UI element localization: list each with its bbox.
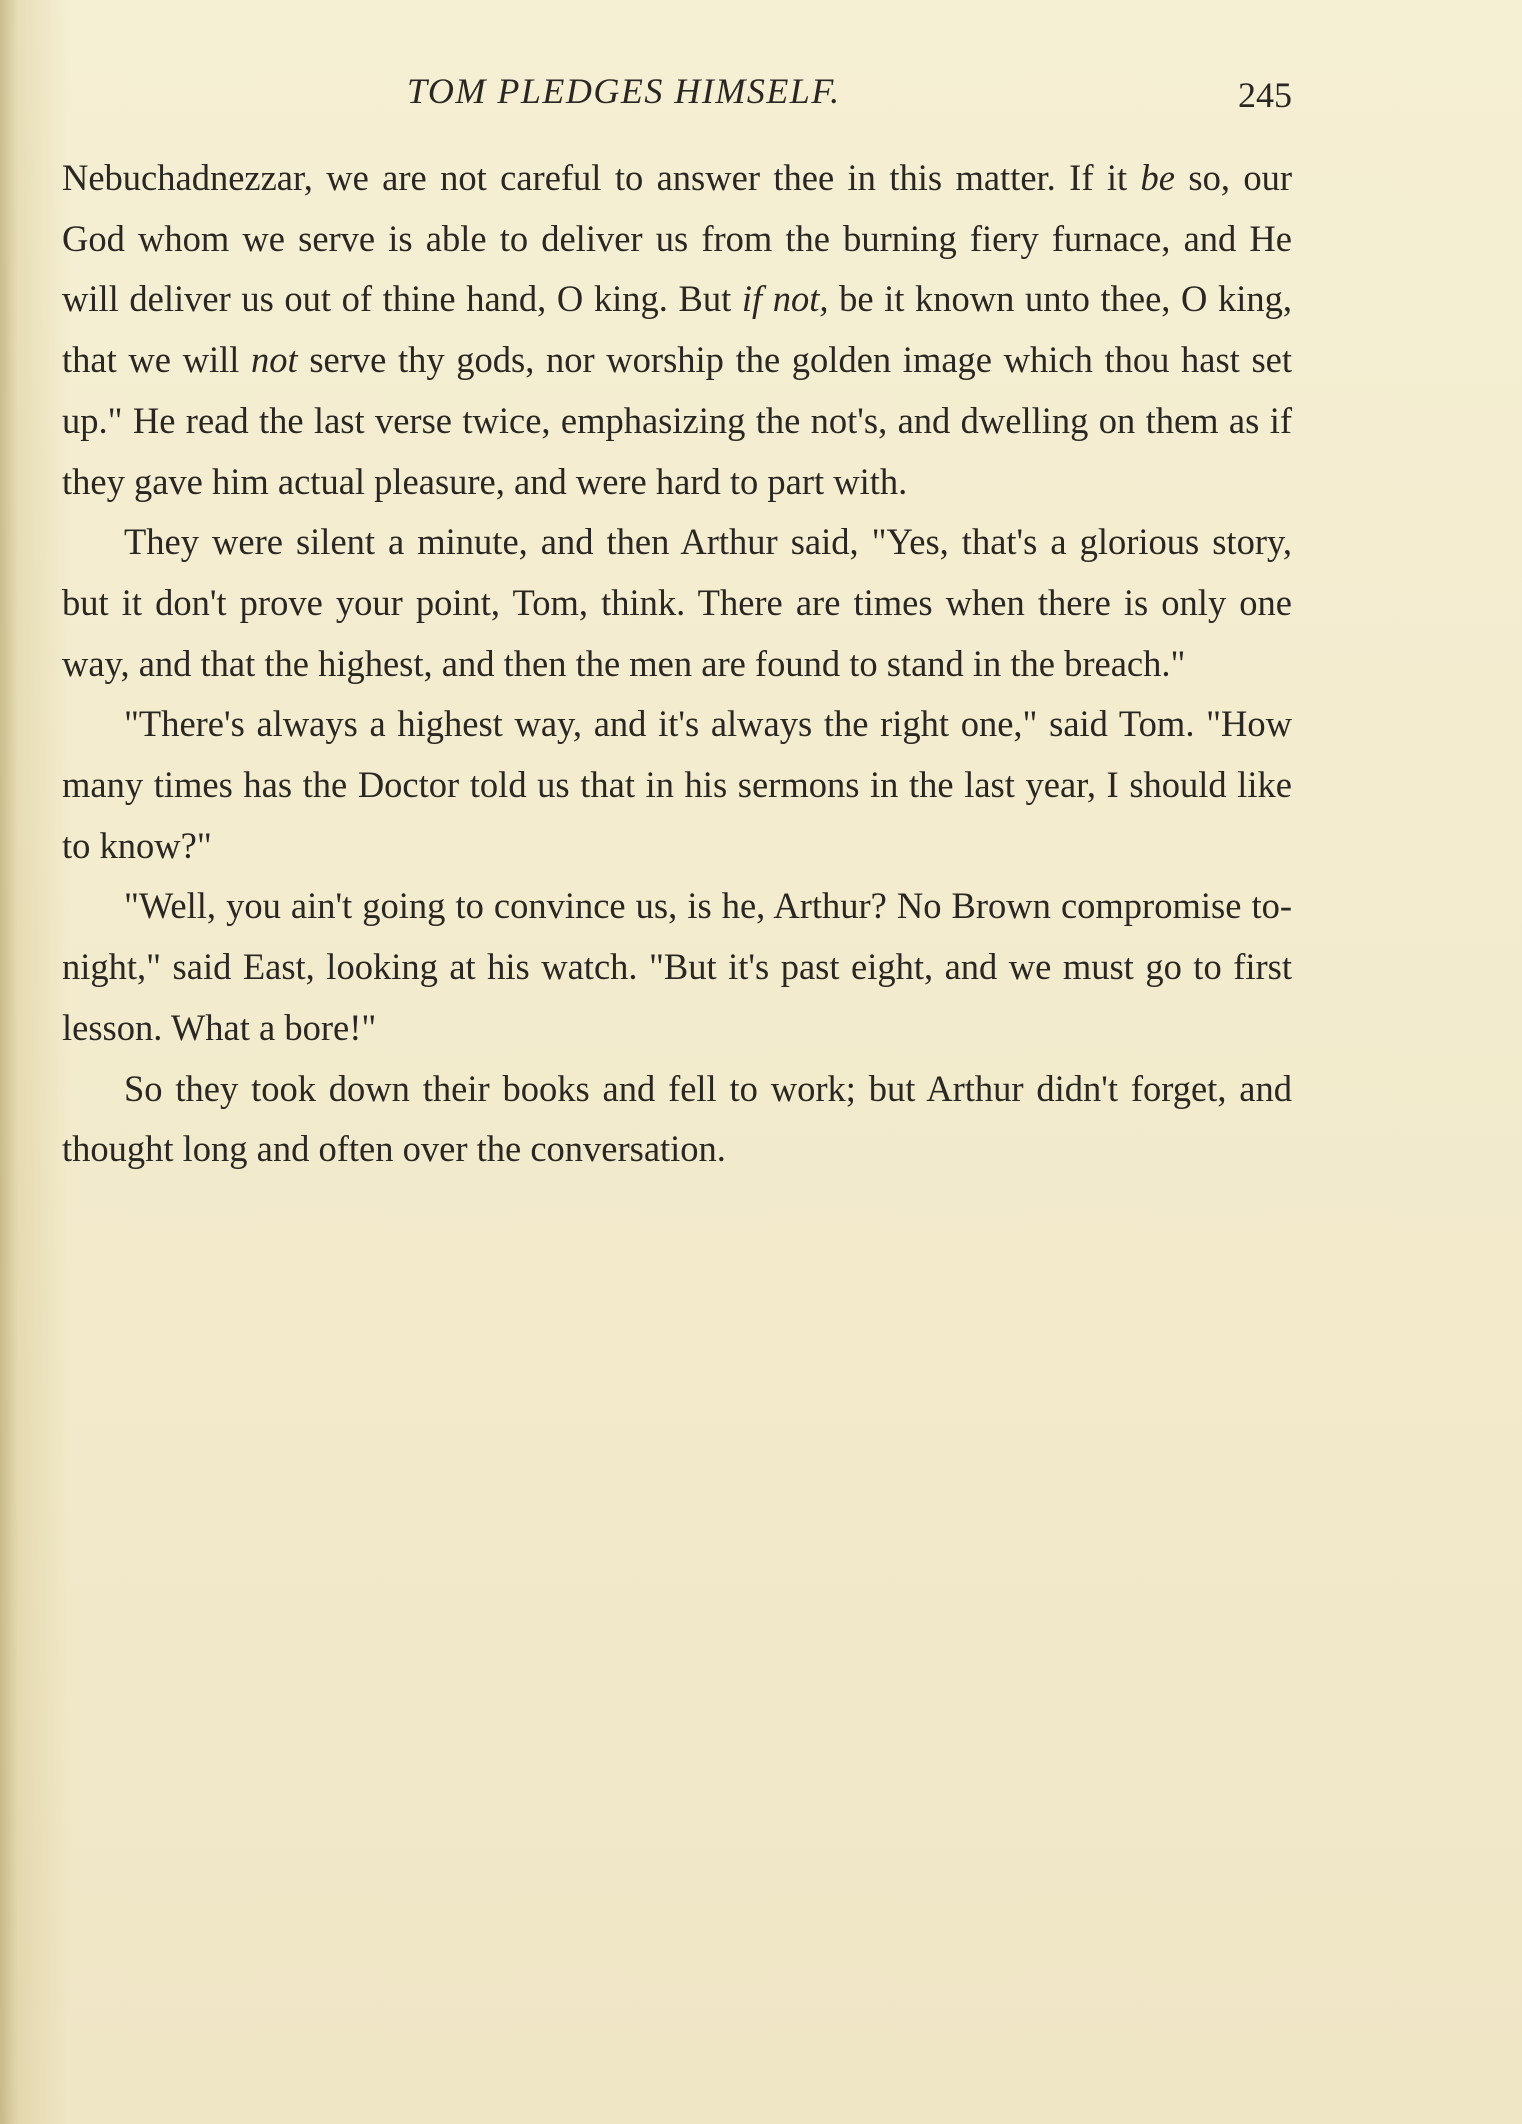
paragraph-2: They were silent a minute, and then Arthur said, "Yes, that's a glorious story, but it don't prove your point, Tom, think. There are times when there is only one way, and that the highest, and then the men are found to stand in the breach." bbox=[62, 521, 1292, 684]
paragraph-1-text-a: Nebuchadnezzar, we are not careful to answer thee in this matter. If it bbox=[62, 157, 1141, 198]
paragraph-5: So they took down their books and fell to work; but Arthur didn't forget, and thought long and often over the conversation. bbox=[62, 1067, 1292, 1170]
emphasis-be: be bbox=[1140, 157, 1175, 198]
page-header bbox=[62, 70, 1292, 130]
running-title: TOM PLEDGES HIMSELF. bbox=[407, 71, 841, 111]
paragraph-4: "Well, you ain't going to convince us, is he, Arthur? No Brown compromise to-night," said East, looking at his watch. "But it's past eight, and we must go to first lesson. What a bore!" bbox=[62, 885, 1292, 1048]
paragraph-1 bbox=[62, 148, 1292, 512]
paragraph-3: "There's always a highest way, and it's always the right one," said Tom. "How many times has the Doctor told us that in his sermons in the last year, I should like to know?" bbox=[62, 703, 1292, 866]
body-text bbox=[62, 148, 1292, 1180]
paragraph-1-text-d: serve thy gods, nor worship the golden image which thou hast set up." He read the last verse twice, emphasizing the not's, and dwelling on them as if they gave him actual pleasure, and were hard to part with. bbox=[62, 339, 1293, 502]
page-number: 245 bbox=[1238, 75, 1292, 115]
emphasis-not: not bbox=[251, 339, 298, 381]
paragraph-1-text-b: so, our God whom we serve is able to deliver us from the burning fiery furnace, and He will deliver us out of thine hand, O king. But bbox=[62, 157, 1293, 320]
emphasis-if-not: if not, bbox=[741, 278, 829, 320]
paragraph-1-text-c: be it known unto thee, O king, that we will bbox=[62, 278, 1292, 381]
